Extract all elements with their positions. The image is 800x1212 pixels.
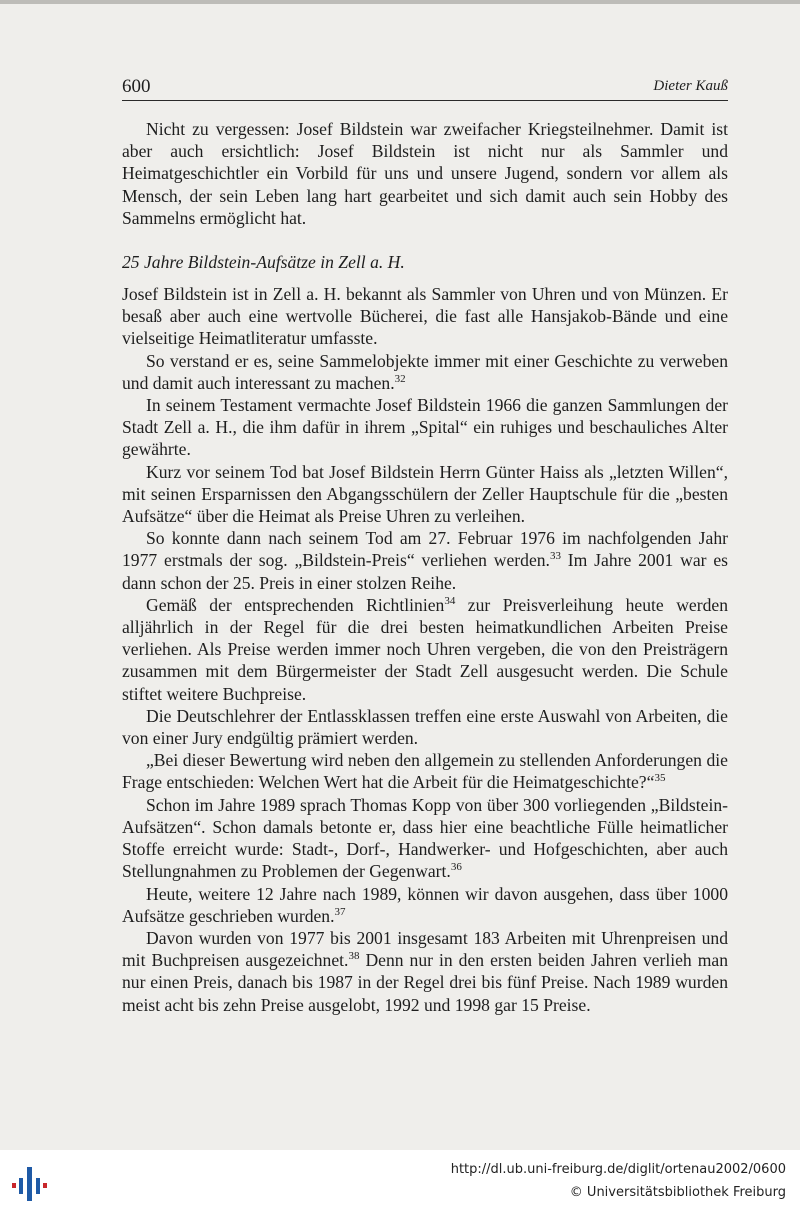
body-text xyxy=(122,118,728,1016)
paragraph-text: zur Preisverleihung heute werden alljährlich in der Regel für die drei besten heimatkundlichen Arbeiten Preise verliehen. Als Preise werden immer noch Uhren vergeben, die von den Preisträgern zusammen mit dem Bürgermeister der Stadt Zell ausgesucht werden. Die Schule stiftet weitere Buchpreise. xyxy=(122,594,728,704)
footnote-ref: 38 xyxy=(348,950,360,963)
paragraph-text: Im Jahre 2001 war es dann schon der 25. Preis in einer stolzen Reihe. xyxy=(122,550,728,593)
paragraph xyxy=(122,749,728,793)
paragraph xyxy=(122,927,728,1016)
viewer-footer xyxy=(0,1150,800,1212)
header-rule xyxy=(122,100,728,101)
paragraph xyxy=(122,350,728,394)
paragraph-text: Heute, weitere 12 Jahre nach 1989, können wir davon ausgehen, dass über 1000 Aufsätze geschrieben wurden. xyxy=(122,883,728,926)
copyright-notice: © Universitätsbibliothek Freiburg xyxy=(569,1185,786,1200)
paragraph: Die Deutschlehrer der Entlassklassen treffen eine erste Auswahl von Arbeiten, die von einer Jury endgültig prämiert werden. xyxy=(122,705,728,749)
paragraph: Josef Bildstein ist in Zell a. H. bekannt als Sammler von Uhren und von Münzen. Er besaß aber auch eine wertvolle Bücherei, die fast alle Hansjakob-Bände und eine vielseitige Heimatliteratur umfasste. xyxy=(122,284,728,349)
paragraph: In seinem Testament vermachte Josef Bildstein 1966 die ganzen Sammlungen der Stadt Zell a. H., die ihm dafür in ihrem „Spital“ ein ruhiges und beschauliches Alter gewährte. xyxy=(122,395,728,460)
ub-freiburg-logo-icon[interactable] xyxy=(10,1164,50,1204)
permalink-url[interactable]: http://dl.ub.uni-freiburg.de/diglit/ortenau2002/0600 xyxy=(450,1162,786,1177)
footnote-ref: 37 xyxy=(334,905,346,918)
paragraph xyxy=(122,794,728,883)
scan-edge xyxy=(0,0,800,4)
paragraph-text: Gemäß der entsprechenden Richtlinien xyxy=(146,594,445,615)
paragraph xyxy=(122,883,728,927)
page-number: 600 xyxy=(122,76,151,97)
footnote-ref: 32 xyxy=(394,372,406,385)
footnote-ref: 33 xyxy=(549,550,561,563)
paragraph-text: „Bei dieser Bewertung wird neben den allgemein zu stellenden Anforderungen die Frage entschieden: Welchen Wert hat die Arbeit für die Heimatgeschichte?“ xyxy=(122,750,728,793)
footnote-ref: 34 xyxy=(444,594,456,607)
page-header xyxy=(122,76,728,100)
paragraph-intro: Nicht zu vergessen: Josef Bildstein war zweifacher Kriegsteilnehmer. Damit ist aber auch ersichtlich: Josef Bildstein ist nicht nur als Sammler und Heimatgeschichtler ein Vorbild für uns und unsere Jugend, sondern vor allem als Mensch, der sein Leben lang hart gearbeitet und sich damit auch sein Hobby des Sammelns ermöglicht hat. xyxy=(122,119,728,228)
paragraph-text: So verstand er es, seine Sammelobjekte immer mit einer Geschichte zu verweben und damit auch interessant zu machen. xyxy=(122,350,728,393)
paragraph-text: Schon im Jahre 1989 sprach Thomas Kopp von über 300 vorliegenden „Bildstein-Aufsätzen“. Schon damals betonte er, dass hier eine beachtliche Fülle heimatlicher Stoffe erreicht wurde: Stadt-, Dorf-, Handwerker- und Hofgeschichten, aber auch Stellungnahmen zu Problemen der Gegenwart. xyxy=(122,794,728,882)
section-heading: 25 Jahre Bildstein-Aufsätze in Zell a. H. xyxy=(122,252,405,273)
running-head: Dieter Kauß xyxy=(653,78,728,94)
paragraph-text: Denn nur in den ersten beiden Jahren verlieh man nur einen Preis, danach bis 1987 in der Regel drei bis fünf Preise. Nach 1989 wurden meist acht bis zehn Preise ausgelobt, 1992 und 1998 gar 15 Preise. xyxy=(122,950,728,1015)
paragraph-text: So konnte dann nach seinem Tod am 27. Februar 1976 im nachfolgenden Jahr 1977 erstmals der sog. „Bildstein-Preis“ verliehen werden. xyxy=(122,528,728,571)
footnote-ref: 35 xyxy=(654,772,666,785)
paragraph xyxy=(122,594,728,705)
paragraph xyxy=(122,527,728,594)
paragraph: Kurz vor seinem Tod bat Josef Bildstein Herrn Günter Haiss als „letzten Willen“, mit seinen Ersparnissen den Abgangsschülern der Zeller Hauptschule für die „besten Aufsätze“ über die Heimat als Preise Uhren zu verleihen. xyxy=(122,461,728,527)
paragraph-text: Davon wurden von 1977 bis 2001 insgesamt 183 Arbeiten mit Uhrenpreisen und mit Buchpreisen ausgezeichnet. xyxy=(122,927,728,971)
footnote-ref: 36 xyxy=(450,861,462,874)
